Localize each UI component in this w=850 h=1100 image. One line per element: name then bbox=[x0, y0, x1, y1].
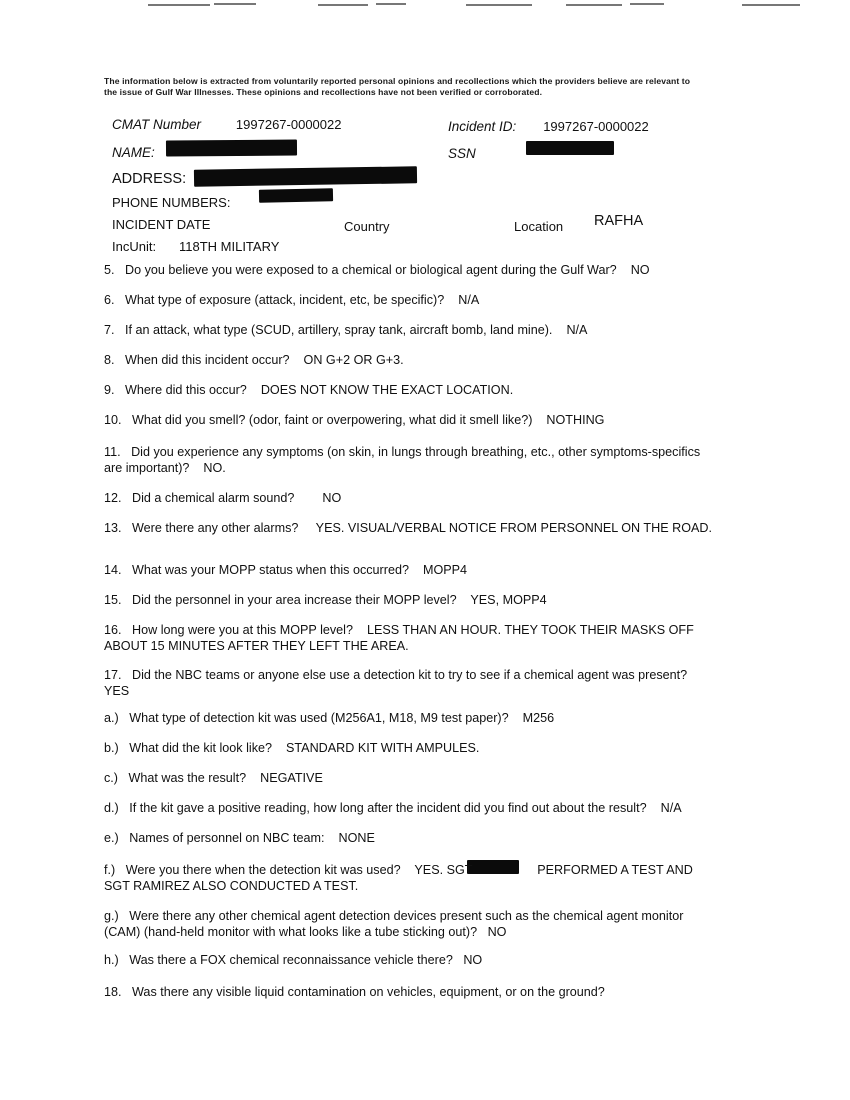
question-text: Names of personnel on NBC team: bbox=[129, 831, 325, 845]
question-text: If an attack, what type (SCUD, artillery, spray tank, aircraft bomb, land mine). bbox=[125, 323, 553, 337]
question-answer: MOPP4 bbox=[422, 563, 468, 577]
question-item-17f bbox=[104, 862, 719, 895]
question-number: 18. bbox=[104, 985, 122, 999]
question-number: h.) bbox=[104, 953, 119, 967]
question-answer: YES, MOPP4 bbox=[470, 593, 547, 607]
redaction-bar-phone bbox=[259, 188, 333, 203]
question-item-15 bbox=[104, 592, 714, 608]
question-answer-continued: PERFORMED A TEST AND SGT RAMIREZ ALSO CONDUCTED A TEST. bbox=[104, 863, 693, 894]
question-number: 12. bbox=[104, 491, 122, 505]
question-number: c.) bbox=[104, 771, 118, 785]
location-label: Location bbox=[514, 219, 564, 234]
incident-id-label: Incident ID: bbox=[448, 119, 517, 134]
question-text: What did you smell? (odor, faint or overpowering, what did it smell like?) bbox=[132, 413, 533, 427]
question-answer: ON G+2 OR G+3. bbox=[303, 353, 404, 367]
question-answer: NOTHING bbox=[546, 413, 605, 427]
question-text: What type of exposure (attack, incident, etc, be specific)? bbox=[125, 293, 445, 307]
question-answer: NEGATIVE bbox=[260, 771, 323, 785]
question-number: 17. bbox=[104, 668, 122, 682]
question-text: Did the NBC teams or anyone else use a detection kit to try to see if a chemical agent was present? bbox=[132, 668, 688, 682]
question-text: Did a chemical alarm sound? bbox=[132, 491, 295, 505]
question-number: 9. bbox=[104, 383, 115, 397]
question-text: Were there any other chemical agent detection devices present such as the chemical agent monitor (CAM) (hand-held monitor with what looks like a tube sticking out)? bbox=[104, 909, 684, 940]
location-value: RAFHA bbox=[594, 213, 644, 229]
question-number: 14. bbox=[104, 563, 122, 577]
country-label: Country bbox=[344, 219, 390, 234]
question-number: 13. bbox=[104, 521, 122, 535]
question-number: 5. bbox=[104, 263, 115, 277]
name-label: NAME: bbox=[112, 145, 155, 160]
question-answer: N/A bbox=[458, 293, 480, 307]
question-text: Do you believe you were exposed to a chemical or biological agent during the Gulf War? bbox=[125, 263, 617, 277]
question-number: d.) bbox=[104, 801, 119, 815]
question-text: When did this incident occur? bbox=[125, 353, 290, 367]
question-text: What was the result? bbox=[128, 771, 247, 785]
question-item-13 bbox=[104, 520, 719, 536]
incident-id-value: 1997267-0000022 bbox=[543, 119, 649, 134]
question-answer: NONE bbox=[338, 831, 375, 845]
incident-date-label: INCIDENT DATE bbox=[112, 217, 211, 232]
disclaimer-text: The information below is extracted from voluntarily reported personal opinions and recollections which the providers believe are relevant to the issue of Gulf War Illnesses. These opinions and recollections have not been verified or corroborated. bbox=[104, 76, 691, 98]
incunit-value: 118TH MILITARY bbox=[178, 239, 280, 254]
redaction-bar-address bbox=[194, 166, 417, 187]
question-item-17e bbox=[104, 830, 714, 846]
question-number: 6. bbox=[104, 293, 115, 307]
question-item-12 bbox=[104, 490, 714, 506]
question-number: 7. bbox=[104, 323, 115, 337]
question-text: If the kit gave a positive reading, how long after the incident did you find out about the result? bbox=[129, 801, 647, 815]
cmat-number-value: 1997267-0000022 bbox=[235, 117, 342, 132]
phone-numbers-label: PHONE NUMBERS: bbox=[112, 195, 231, 210]
question-answer: N/A bbox=[566, 323, 588, 337]
question-number: a.) bbox=[104, 711, 119, 725]
question-text: Was there any visible liquid contamination on vehicles, equipment, or on the ground? bbox=[132, 985, 605, 999]
redaction-bar-name bbox=[166, 140, 297, 157]
question-item-7 bbox=[104, 322, 714, 338]
question-text: Where did this occur? bbox=[125, 383, 247, 397]
question-item-17b bbox=[104, 740, 714, 756]
question-number: 8. bbox=[104, 353, 115, 367]
question-item-17a bbox=[104, 710, 714, 726]
question-item-17d bbox=[104, 800, 719, 816]
question-text: Were there any other alarms? bbox=[132, 521, 299, 535]
question-answer: YES. VISUAL/VERBAL NOTICE FROM PERSONNEL ON THE ROAD. bbox=[315, 521, 712, 535]
question-answer: NO bbox=[630, 263, 650, 277]
question-text: Did the personnel in your area increase their MOPP level? bbox=[132, 593, 457, 607]
question-text: Did you experience any symptoms (on skin, in lungs through breathing, etc., other symptoms-specifics are important)? bbox=[104, 445, 701, 476]
question-item-14 bbox=[104, 562, 714, 578]
redaction-bar-ssn bbox=[526, 141, 614, 155]
ssn-label: SSN bbox=[448, 146, 476, 161]
question-number: b.) bbox=[104, 741, 119, 755]
address-label: ADDRESS: bbox=[112, 171, 187, 187]
question-answer: NO bbox=[463, 953, 483, 967]
question-answer: LESS THAN AN HOUR. THEY TOOK THEIR MASKS OFF ABOUT 15 MINUTES AFTER THEY LEFT THE AREA. bbox=[104, 623, 694, 654]
question-text: Were you there when the detection kit was used? bbox=[125, 863, 401, 877]
question-answer: DOES NOT KNOW THE EXACT LOCATION. bbox=[260, 383, 514, 397]
question-item-6 bbox=[104, 292, 714, 308]
question-number: e.) bbox=[104, 831, 119, 845]
question-item-16 bbox=[104, 622, 719, 655]
question-text: What type of detection kit was used (M256A1, M18, M9 test paper)? bbox=[129, 711, 509, 725]
question-answer: NO bbox=[487, 925, 507, 940]
question-number: g.) bbox=[104, 909, 119, 923]
question-item-11 bbox=[104, 444, 719, 477]
question-item-5 bbox=[104, 262, 714, 278]
question-answer: M256 bbox=[522, 711, 555, 725]
question-number: 11. bbox=[104, 445, 121, 459]
question-number: 15. bbox=[104, 593, 122, 607]
question-answer: YES bbox=[104, 684, 130, 699]
question-answer: N/A bbox=[660, 801, 682, 815]
question-number: f.) bbox=[104, 863, 116, 877]
question-text: How long were you at this MOPP level? bbox=[132, 623, 353, 637]
question-answer: NO. bbox=[203, 461, 226, 476]
question-item-8 bbox=[104, 352, 714, 368]
question-item-17 bbox=[104, 667, 719, 700]
question-item-17h bbox=[104, 952, 714, 968]
question-item-17g bbox=[104, 908, 719, 941]
question-item-9 bbox=[104, 382, 714, 398]
question-text: What did the kit look like? bbox=[129, 741, 273, 755]
question-item-10 bbox=[104, 412, 714, 428]
question-answer: YES. SGT bbox=[414, 863, 473, 877]
question-number: 10. bbox=[104, 413, 122, 427]
question-answer: NO bbox=[322, 491, 342, 505]
question-answer: STANDARD KIT WITH AMPULES. bbox=[286, 741, 480, 755]
question-item-18 bbox=[104, 984, 719, 1000]
question-item-17c bbox=[104, 770, 714, 786]
question-text: Was there a FOX chemical reconnaissance vehicle there? bbox=[129, 953, 453, 967]
question-text: What was your MOPP status when this occurred? bbox=[132, 563, 409, 577]
incunit-label: IncUnit: bbox=[112, 239, 157, 254]
question-number: 16. bbox=[104, 623, 122, 637]
cmat-number-label: CMAT Number bbox=[112, 117, 202, 132]
